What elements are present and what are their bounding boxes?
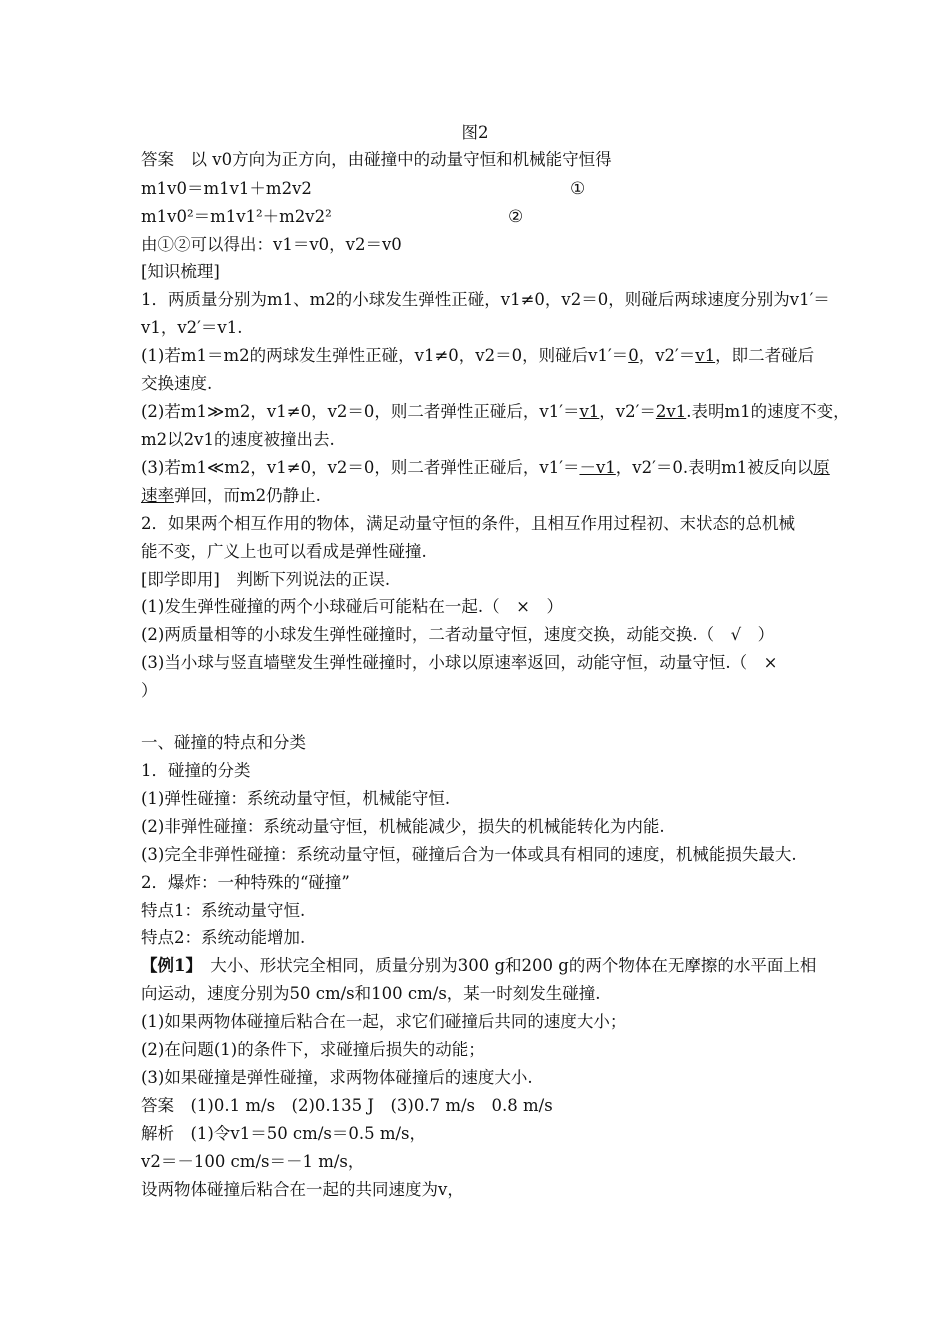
section-practice (141, 568, 390, 592)
k1b-blank-1: v1 (579, 402, 600, 421)
k1a-pre: (1)若m1＝m2的两球发生弹性正碰，v1≠0，v2＝0，则碰后v1′＝ (141, 346, 629, 365)
explosion-title: 2．爆炸：一种特殊的“碰撞” (141, 873, 350, 892)
figure-caption: 图2 (461, 123, 489, 142)
question-3: (3)如果碰撞是弹性碰撞，求两物体碰撞后的速度大小. (141, 1068, 533, 1087)
equation-2-mark: ② (508, 207, 524, 227)
analysis-label: 解析 (141, 1124, 174, 1143)
example-label: 【例1】 (141, 956, 194, 975)
answer-2-line (141, 1094, 553, 1118)
knowledge-1c-line1 (141, 456, 830, 480)
k1a-blank-1: 0 (628, 346, 639, 365)
k1c-blank-2a: 原 (813, 458, 830, 477)
knowledge-1c-line2 (141, 484, 321, 508)
knowledge-1-line2: v1，v2′＝v1. (141, 318, 243, 337)
equation-1-mark: ① (570, 179, 586, 199)
answer-2-text: (1)0.1 m/s (2)0.135 J (3)0.7 m/s 0.8 m/s (190, 1096, 553, 1115)
question-1: (1)如果两物体碰撞后粘合在一起，求它们碰撞后共同的速度大小； (141, 1012, 627, 1031)
analysis-line3: 设两物体碰撞后粘合在一起的共同速度为v， (141, 1180, 464, 1199)
classify-1: (1)弹性碰撞：系统动量守恒，机械能守恒. (141, 789, 451, 808)
answer-line (141, 148, 612, 172)
practice-label: [即学即用] (141, 570, 220, 589)
k1a-blank-2: v1 (695, 346, 716, 365)
example-text-1: 大小、形状完全相同，质量分别为300 g和200 g的两个物体在无摩擦的水平面上相 (210, 956, 817, 975)
knowledge-1b-line1 (141, 400, 850, 424)
judge-2: (2)两质量相等的小球发生弹性碰撞时，二者动量守恒，速度交换，动能交换.（ √ ） (141, 625, 775, 644)
answer-label: 答案 (141, 150, 174, 169)
k1b-mid: ，v2′＝ (599, 402, 656, 421)
judge-3-line1: (3)当小球与竖直墙壁发生弹性碰撞时，小球以原速率返回，动能守恒，动量守恒.（ × (141, 653, 778, 672)
judge-3-line2: ） (141, 681, 158, 700)
k1c-pre: (3)若m1≪m2，v1≠0，v2＝0，则二者弹性正碰后，v1′＝ (141, 458, 580, 477)
example-1-line1 (141, 954, 816, 978)
k1a-mid: ，v2′＝ (638, 346, 696, 365)
equation-2: m1v0²＝m1v1²＋m2v2² (141, 207, 332, 226)
analysis-text-1: (1)令v1＝50 cm/s＝0.5 m/s， (190, 1124, 427, 1143)
result-line: 由①②可以得出：v1＝v0，v2＝v0 (141, 235, 402, 254)
analysis-line1 (141, 1122, 426, 1146)
k1c-blank-1: －v1 (579, 458, 616, 477)
k1c-line2-post: 弹回，而m2仍静止. (174, 486, 321, 505)
k1c-post: ，v2′＝0.表明m1被反向以 (615, 458, 814, 477)
heading-collision-features: 一、碰撞的特点和分类 (141, 733, 306, 752)
section-knowledge: [知识梳理] (141, 262, 220, 281)
answer-2-label: 答案 (141, 1096, 174, 1115)
k1c-blank-2b: 速率 (141, 486, 174, 505)
knowledge-1a-line2: 交换速度. (141, 374, 213, 393)
question-2: (2)在问题(1)的条件下，求碰撞后损失的动能； (141, 1040, 485, 1059)
knowledge-1b-line2: m2以2v1的速度被撞出去. (141, 430, 335, 449)
classify-3: (3)完全非弹性碰撞：系统动量守恒，碰撞后合为一体或具有相同的速度，机械能损失最大. (141, 845, 797, 864)
feature-2: 特点2：系统动能增加. (141, 928, 306, 947)
k1b-pre: (2)若m1≫m2，v1≠0，v2＝0，则二者弹性正碰后，v1′＝ (141, 402, 580, 421)
k1a-post: ，即二者碰后 (715, 346, 815, 365)
knowledge-1a-line1 (141, 344, 814, 368)
k1b-blank-2: 2v1 (655, 402, 687, 421)
practice-text: 判断下列说法的正误. (236, 570, 391, 589)
feature-1: 特点1：系统动量守恒. (141, 901, 306, 920)
analysis-line2: v2＝－100 cm/s＝－1 m/s， (141, 1152, 365, 1171)
knowledge-1-line1: 1．两质量分别为m1、m2的小球发生弹性正碰，v1≠0，v2＝0，则碰后两球速度分别为v1′＝ (141, 290, 830, 309)
knowledge-2-line2: 能不变，广义上也可以看成是弹性碰撞. (141, 542, 427, 561)
answer-text: 以 v0方向为正方向，由碰撞中的动量守恒和机械能守恒得 (190, 150, 612, 169)
equation-1: m1v0＝m1v1＋m2v2 (141, 179, 312, 198)
classify-2: (2)非弹性碰撞：系统动量守恒，机械能减少，损失的机械能转化为内能. (141, 817, 665, 836)
judge-1: (1)发生弹性碰撞的两个小球碰后可能粘在一起.（ × ） (141, 597, 563, 616)
example-1-line2: 向运动，速度分别为50 cm/s和100 cm/s，某一时刻发生碰撞. (141, 984, 601, 1003)
knowledge-2-line1: 2．如果两个相互作用的物体，满足动量守恒的条件，且相互作用过程初、末状态的总机械 (141, 514, 795, 533)
k1b-post: .表明m1的速度不变， (686, 402, 850, 421)
classify-title: 1．碰撞的分类 (141, 761, 251, 780)
